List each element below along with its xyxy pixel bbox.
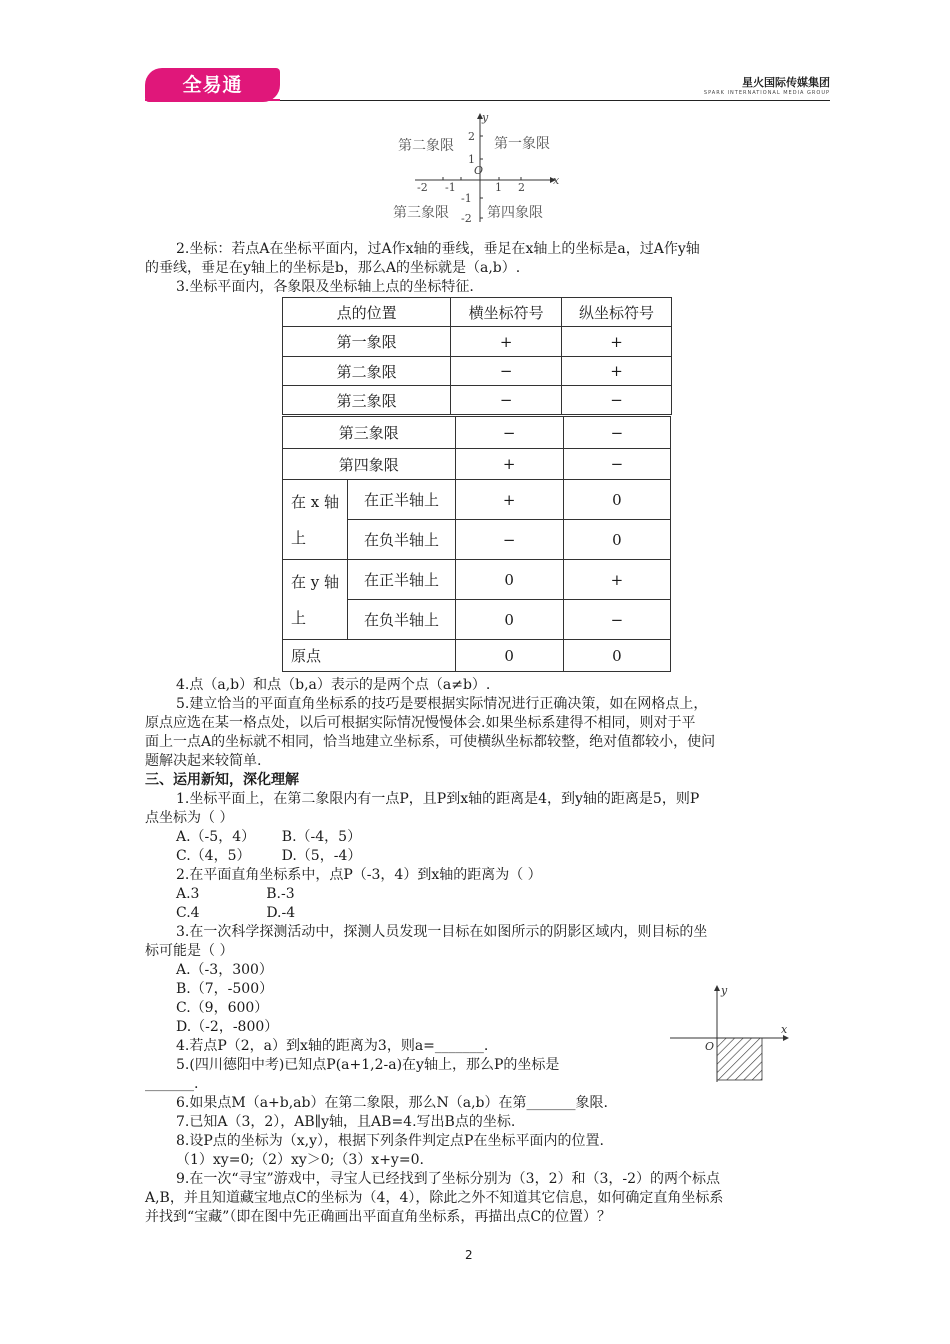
- logo: 全易通: [145, 68, 280, 102]
- t2-x-pos: 在正半轴上: [348, 480, 455, 520]
- x-tick-neg2: -2: [417, 181, 428, 194]
- t2-x-pos-y: 0: [563, 480, 670, 520]
- q7: 7.已知A（3，2），AB∥y轴，且AB=4.写出B点的坐标.: [176, 1114, 516, 1130]
- t2-q3-x: −: [455, 417, 563, 449]
- y-tick-2: 2: [468, 130, 475, 143]
- t2-y-pos-x: 0: [455, 560, 563, 600]
- q9-line3: 并找到“宝藏”（即在图中先正确画出平面直角坐标系，再描出点C的位置）？: [145, 1209, 612, 1225]
- t2-origin: 原点: [283, 640, 456, 672]
- th-x-sign: 横坐标符号: [451, 298, 562, 327]
- fig-origin: O: [474, 164, 484, 177]
- brand-subtitle: SPARK INTERNATIONAL MEDIA GROUP: [703, 90, 830, 96]
- t2-q3: 第三象限: [283, 417, 456, 449]
- t2-x-neg: 在负半轴上: [348, 520, 455, 560]
- q2: 2.在平面直角坐标系中，点P（-3，4）到x轴的距离为（ ）: [176, 867, 542, 883]
- q3-line2: 标可能是（ ）: [145, 943, 234, 959]
- sign-table-bottom: [282, 416, 671, 672]
- q2-options-ab: A.3 B.-3: [176, 886, 295, 902]
- note-5-line1: 5.建立恰当的平面直角坐标系的技巧是要根据实际情况进行正确决策，如在网格点上，: [176, 696, 708, 712]
- q9-line1: 9.在一次“寻宝”游戏中，寻宝人已经找到了坐标分别为（3，2）和（3，-2）的两个标点: [176, 1171, 721, 1187]
- note-5-line3: 面上一点A的坐标就不相同，恰当地建立坐标系，可使横纵坐标都较整，绝对值都较小，使问: [145, 734, 716, 750]
- t2-x-neg-y: 0: [563, 520, 670, 560]
- t2-origin-x: 0: [455, 640, 563, 672]
- q1-line2: 点坐标为（ ）: [145, 810, 234, 826]
- header-rule-accent: [145, 99, 280, 101]
- t2-x-neg-x: −: [455, 520, 563, 560]
- note-4: 4.点（a,b）和点（b,a）表示的是两个点（a≠b）.: [176, 677, 491, 693]
- t2-origin-y: 0: [563, 640, 670, 672]
- t1-q1-x: +: [451, 327, 562, 357]
- para-3: 3.坐标平面内，各象限及坐标轴上点的坐标特征.: [176, 279, 474, 295]
- t2-y-neg-y: −: [563, 600, 670, 640]
- y-tick-neg1: -1: [461, 192, 472, 205]
- fig-x-label: x: [553, 174, 560, 187]
- quadrant-4-label: 第四象限: [487, 205, 543, 221]
- small-y-label: y: [721, 984, 728, 997]
- para-2-line2: 的垂线，垂足在y轴上的坐标是b，那么A的坐标就是（a,b）.: [145, 260, 521, 276]
- t1-q3-y: −: [562, 386, 672, 415]
- t2-x-pos-x: +: [455, 480, 563, 520]
- t1-q2-y: +: [562, 357, 672, 386]
- th-y-sign: 纵坐标符号: [562, 298, 672, 327]
- q4: 4.若点P（2，a）到x轴的距离为3，则a=_______.: [176, 1038, 489, 1054]
- para-2-line1: 2.坐标：若点A在坐标平面内，过A作x轴的垂线，垂足在x轴上的坐标是a，过A作y轴: [176, 241, 700, 257]
- shaded-region-figure: [665, 980, 795, 1085]
- t2-q3-y: −: [563, 417, 670, 449]
- q3-option-d: D.（-2，-800）: [176, 1019, 279, 1035]
- x-tick-neg1: -1: [445, 181, 456, 194]
- page-number: 2: [465, 1248, 473, 1262]
- t1-q3: 第三象限: [283, 386, 451, 415]
- q3-option-c: C.（9，600）: [176, 1000, 269, 1016]
- quadrant-1-label: 第一象限: [494, 136, 550, 152]
- quadrant-3-label: 第三象限: [393, 205, 449, 221]
- t2-y-axis-group: 在 y 轴上: [283, 560, 348, 640]
- q5-line2: _______.: [145, 1076, 199, 1092]
- q2-options-cd: C.4 D.-4: [176, 905, 296, 921]
- t2-q4-y: −: [563, 449, 670, 480]
- small-x-label: x: [781, 1023, 788, 1036]
- quadrant-2-label: 第二象限: [398, 138, 454, 154]
- q9-line2: A,B，并且知道藏宝地点C的坐标为（4，4），除此之外不知道其它信息，如何确定直角坐标系: [145, 1190, 724, 1206]
- y-tick-1: 1: [468, 153, 475, 166]
- t2-q4: 第四象限: [283, 449, 456, 480]
- q8-sub: （1）xy=0;（2）xy＞0;（3）x+y=0.: [176, 1152, 424, 1168]
- t2-y-pos: 在正半轴上: [348, 560, 455, 600]
- q1-options-ab: A.（-5，4） B.（-4，5）: [176, 829, 362, 845]
- th-position: 点的位置: [283, 298, 451, 327]
- q1-line1: 1.坐标平面上，在第二象限内有一点P，且P到x轴的距离是4，到y轴的距离是5，则P: [176, 791, 700, 807]
- t1-q1-y: +: [562, 327, 672, 357]
- t2-y-neg: 在负半轴上: [348, 600, 455, 640]
- t1-q3-x: −: [451, 386, 562, 415]
- x-tick-2: 2: [518, 181, 525, 194]
- t1-q1: 第一象限: [283, 327, 451, 357]
- t1-q2-x: −: [451, 357, 562, 386]
- note-5-line4: 题解决起来较简单.: [145, 753, 262, 769]
- t2-q4-x: +: [455, 449, 563, 480]
- t1-q2: 第二象限: [283, 357, 451, 386]
- note-5-line2: 原点应选在某一格点处，以后可根据实际情况慢慢体会.如果坐标系建得不相同，则对于平: [145, 715, 696, 731]
- q5-line1: 5.(四川德阳中考)已知点P(a+1,2-a)在y轴上，那么P的坐标是: [176, 1057, 560, 1073]
- brand-name: 星火国际传媒集团: [742, 76, 830, 89]
- q8: 8.设P点的坐标为（x,y），根据下列条件判定点P在坐标平面内的位置.: [176, 1133, 604, 1149]
- fig-y-label: y: [482, 111, 489, 124]
- t2-y-neg-x: 0: [455, 600, 563, 640]
- t2-x-axis-group: 在 x 轴上: [283, 480, 348, 560]
- q1-options-cd: C.（4，5） D.（5，-4）: [176, 848, 362, 864]
- q6: 6.如果点M（a+b,ab）在第二象限，那么N（a,b）在第_______象限.: [176, 1095, 608, 1111]
- sign-table-top: [282, 297, 672, 415]
- section-3-title: 三、运用新知，深化理解: [145, 772, 299, 788]
- small-origin: O: [705, 1040, 715, 1053]
- q3-option-b: B.（7，-500）: [176, 981, 274, 997]
- x-tick-1: 1: [495, 181, 502, 194]
- shaded-region: [717, 1038, 762, 1080]
- q3-line1: 3.在一次科学探测活动中，探测人员发现一目标在如图所示的阴影区域内，则目标的坐: [176, 924, 708, 940]
- t2-y-pos-y: +: [563, 560, 670, 600]
- q3-option-a: A.（-3，300）: [176, 962, 273, 978]
- y-tick-neg2: -2: [461, 212, 472, 225]
